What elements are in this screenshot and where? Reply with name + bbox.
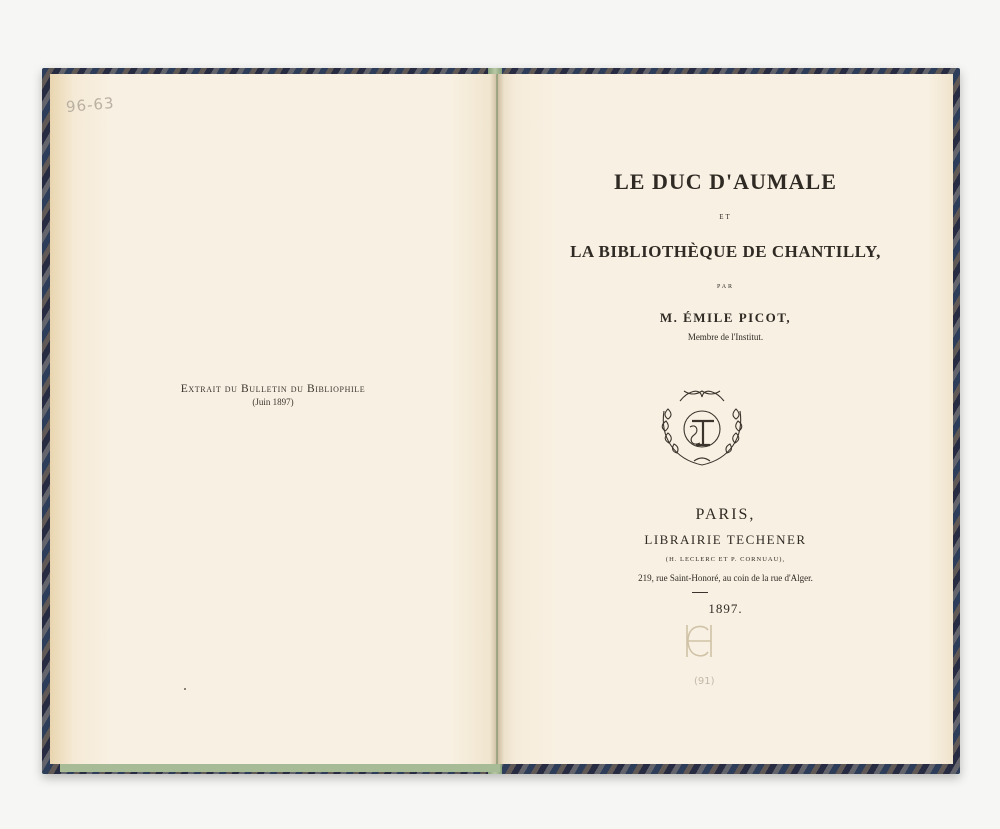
publisher-city: PARIS, <box>695 506 756 523</box>
title-par: PAR <box>716 284 735 290</box>
left-page <box>50 74 496 764</box>
publisher-address: 219, rue Saint-Honoré, au coin de la rue d'Alger. <box>638 573 813 583</box>
extrait-date: (Juin 1897) <box>252 397 294 407</box>
book-subtitle: LA BIBLIOTHÈQUE DE CHANTILLY, <box>570 242 881 261</box>
rule-dash <box>692 592 708 593</box>
extrait-line: Extrait du Bulletin du Bibliophile <box>180 383 366 395</box>
book-title: LE DUC D'AUMALE <box>614 169 837 194</box>
floral-monogram-emblem-icon <box>654 381 750 473</box>
pencil-note: 96-63 <box>65 93 116 117</box>
publisher-editors: (H. LECLERC ET P. CORNUAU), <box>665 556 786 563</box>
pencil-number: (91) <box>694 676 715 687</box>
author-role: Membre de l'Institut. <box>687 332 764 342</box>
author-name: M. ÉMILE PICOT, <box>659 310 792 325</box>
paper-speck <box>184 688 186 690</box>
extrait-block <box>50 383 496 407</box>
title-et: ET <box>719 213 732 221</box>
publication-year: 1897. <box>708 601 743 616</box>
hc-monogram-stamp-icon <box>682 622 716 660</box>
publisher-name: LIBRAIRIE TECHENER <box>644 532 807 547</box>
